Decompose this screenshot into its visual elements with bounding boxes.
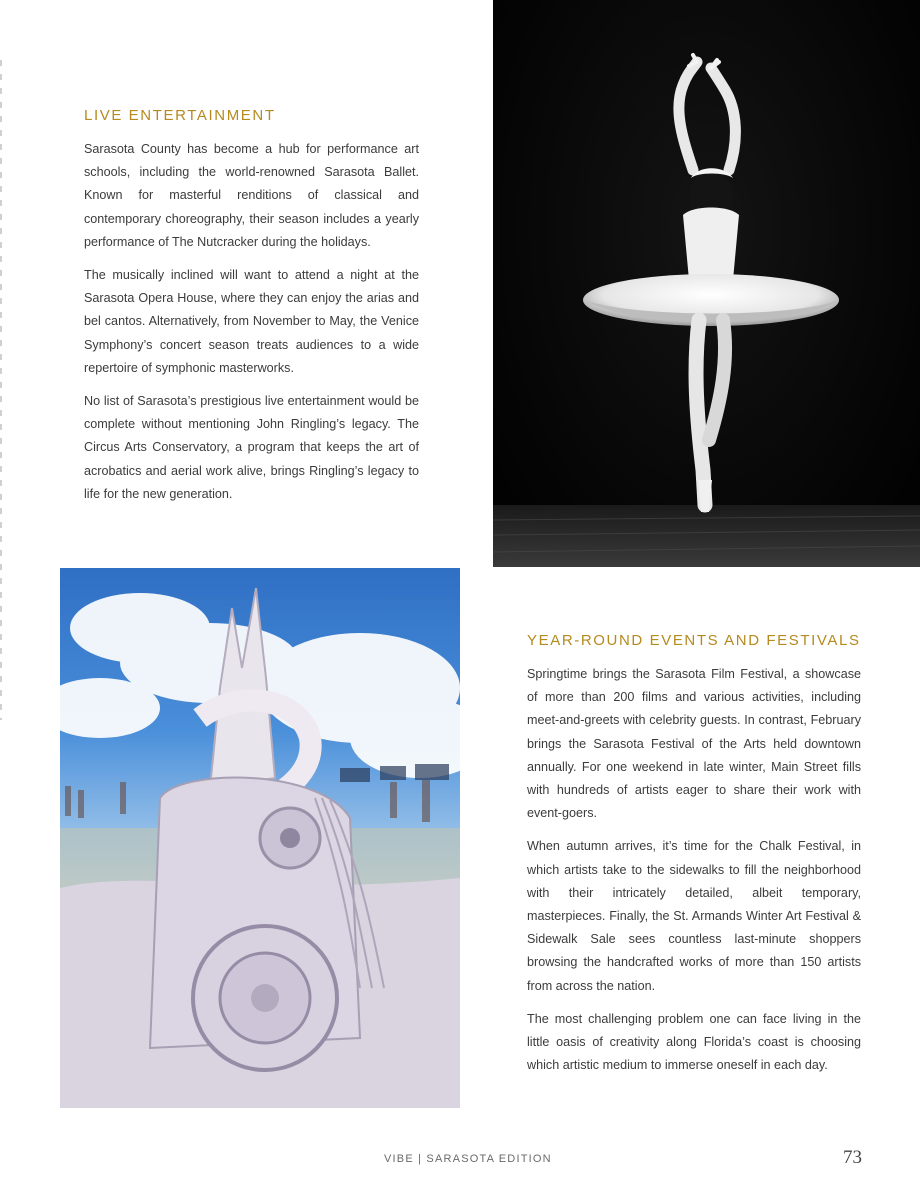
ballet-dancer-photo — [493, 0, 920, 567]
events-festivals-section — [527, 632, 861, 1087]
live-entertainment-paragraph-1: Sarasota County has become a hub for performance art schools, including the world-renowned Sarasota Ballet. Known for masterful renditions of classical and contemporary choreography, their season includes a yearly performance of The Nutcracker during the holidays. — [84, 142, 419, 249]
events-paragraph-3: The most challenging problem one can face living in the little oasis of creativity along Florida’s coast is choosing which artistic medium to immerse oneself in each day. — [527, 1011, 861, 1073]
live-entertainment-section — [84, 107, 419, 516]
live-entertainment-paragraph-3: No list of Sarasota’s prestigious live entertainment would be complete without mentioning John Ringling’s legacy. The Circus Arts Conservatory, a program that keeps the art of acrobatics and aerial work alive, brings Ringling’s legacy to life for the new generation. — [84, 394, 419, 501]
live-entertainment-heading: LIVE ENTERTAINMENT — [84, 107, 276, 124]
events-festivals-heading: YEAR-ROUND EVENTS AND FESTIVALS — [527, 632, 861, 649]
sand-sculpture-photo — [60, 568, 460, 1108]
page-edge-mark — [0, 60, 2, 720]
events-paragraph-2: When autumn arrives, it’s time for the Chalk Festival, in which artists take to the sidewalks to fill the neighborhood with their intricately detailed, albeit temporary, masterpieces. Finally, the St. Armands Winter Art Festival & Sidewalk Sale sees countless last-minute shoppers browsing the handcrafted works of more than 150 artists from across the nation. — [527, 839, 861, 993]
publication-footer: VIBE | SARASOTA EDITION — [384, 1153, 552, 1165]
ballet-dancer-illustration — [493, 0, 920, 567]
sand-sculpture-illustration — [60, 568, 460, 1108]
page-number: 73 — [843, 1147, 862, 1168]
live-entertainment-paragraph-2: The musically inclined will want to attend a night at the Sarasota Opera House, where they can enjoy the arias and bel cantos. Alternatively, from November to May, the Venice Symphony’s concert season treats audiences to a wide repertoire of symphonic masterworks. — [84, 268, 419, 375]
events-paragraph-1: Springtime brings the Sarasota Film Festival, a showcase of more than 200 films and various activities, including meet-and-greets with celebrity guests. In contrast, February brings the Sarasota Festival of the Arts held downtown annually. For one weekend in late winter, Main Street fills with hundreds of artists eager to share their work with event-goers. — [527, 667, 861, 821]
